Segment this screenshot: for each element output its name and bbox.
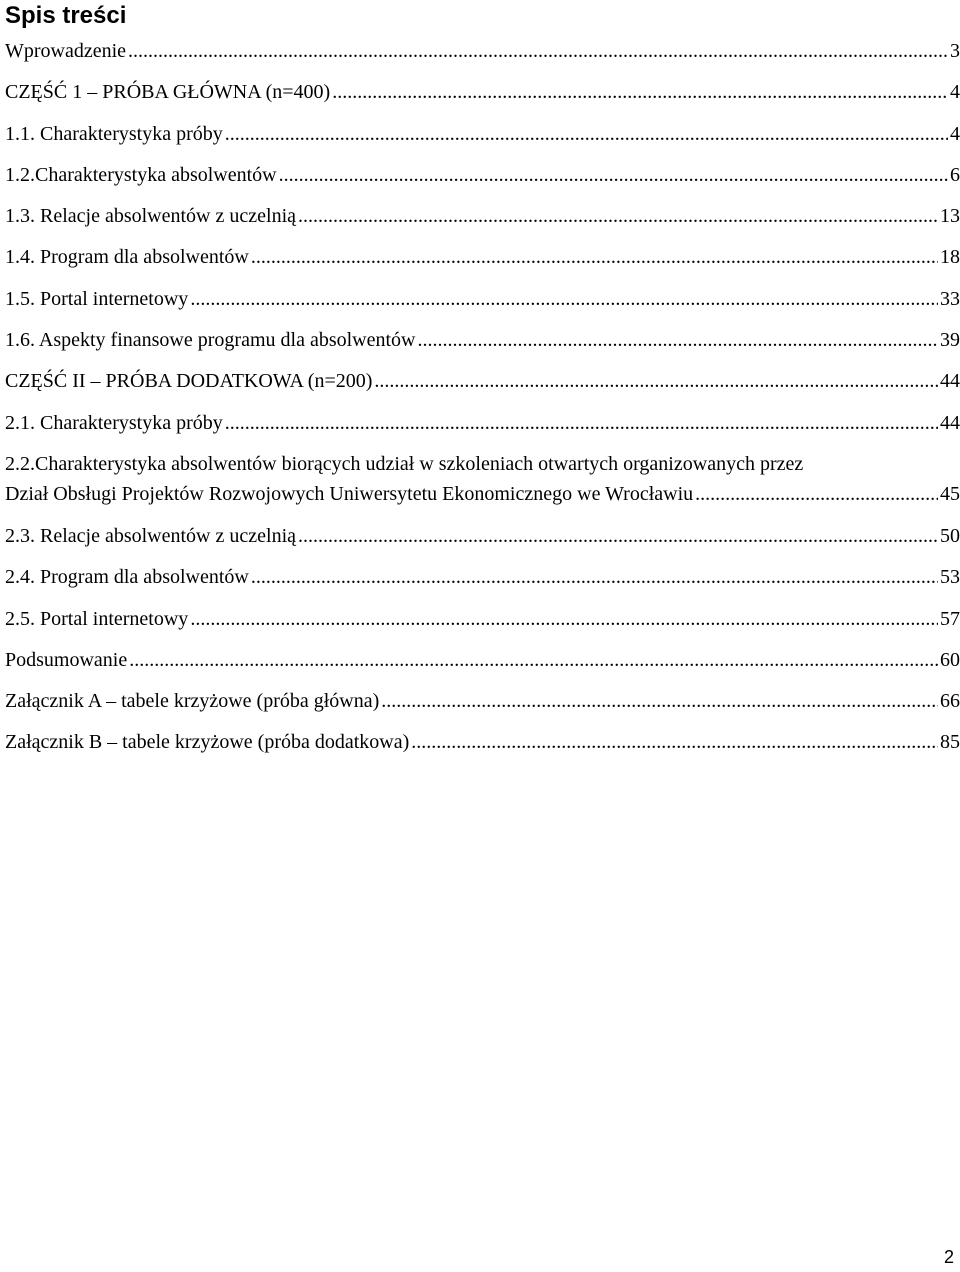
toc-entry[interactable] xyxy=(5,362,960,403)
toc-leader-dots xyxy=(225,408,938,438)
toc-leader-dots xyxy=(417,325,938,355)
toc-entry-label: 1.4. Program dla absolwentów xyxy=(5,246,249,269)
toc-entry[interactable] xyxy=(5,558,960,599)
toc-entry-page: 44 xyxy=(940,411,960,434)
toc-entry-page: 53 xyxy=(940,566,960,589)
toc-entry-page: 3 xyxy=(950,40,960,62)
toc-entry-label: 2.1. Charakterystyka próby xyxy=(5,411,223,434)
toc-leader-dots xyxy=(381,686,938,716)
toc-entry-page: 39 xyxy=(940,329,960,352)
toc-leader-dots xyxy=(279,160,948,190)
toc-leader-dots xyxy=(411,727,938,757)
toc-entry[interactable] xyxy=(5,115,960,156)
toc-entry[interactable] xyxy=(5,641,960,682)
toc-entry-line2 xyxy=(5,479,960,509)
toc-leader-dots xyxy=(695,479,938,509)
toc-entry-page: 44 xyxy=(940,370,960,393)
toc-entry[interactable] xyxy=(5,32,960,73)
toc-leader-dots xyxy=(190,284,938,314)
toc-leader-dots xyxy=(190,604,938,634)
toc-entry-page: 4 xyxy=(950,122,960,145)
toc-leader-dots xyxy=(298,521,938,551)
toc-entry[interactable] xyxy=(5,404,960,445)
toc-entry-page: 33 xyxy=(940,287,960,310)
toc-entry-label: Załącznik B – tabele krzyżowe (próba dodatkowa) xyxy=(5,731,410,754)
toc-entry[interactable] xyxy=(5,682,960,723)
toc-leader-dots xyxy=(298,201,938,231)
toc-entry-label-line2: Dział Obsługi Projektów Rozwojowych Uniwersytetu Ekonomicznego we Wrocławiu xyxy=(5,482,694,505)
toc-entry-page: 85 xyxy=(940,731,960,754)
toc-entry[interactable] xyxy=(5,445,960,517)
toc-entry-label: CZĘŚĆ II – PRÓBA DODATKOWA (n=200) xyxy=(5,370,373,393)
document-page xyxy=(5,0,960,1272)
toc-entry-label: 1.1. Charakterystyka próby xyxy=(5,122,223,145)
page-number: 2 xyxy=(943,1247,954,1267)
toc-entry-label: 1.6. Aspekty finansowe programu dla absolwentów xyxy=(5,329,416,352)
toc-title: Spis treści xyxy=(5,2,127,29)
toc-leader-dots xyxy=(225,119,948,149)
toc-entry-page: 45 xyxy=(940,482,960,505)
toc-entry-page: 18 xyxy=(940,246,960,269)
toc-entry[interactable] xyxy=(5,600,960,641)
toc-entry-page: 4 xyxy=(950,81,960,104)
toc-entry[interactable] xyxy=(5,156,960,197)
toc-entry-page: 13 xyxy=(940,205,960,228)
toc-entry-label: Załącznik A – tabele krzyżowe (próba główna) xyxy=(5,690,380,713)
toc-leader-dots xyxy=(332,77,948,107)
toc-entry[interactable] xyxy=(5,280,960,321)
toc-entry-page: 66 xyxy=(940,690,960,713)
toc-list xyxy=(5,32,960,765)
toc-entry[interactable] xyxy=(5,517,960,558)
toc-leader-dots xyxy=(251,562,938,592)
toc-entry-label: 2.4. Program dla absolwentów xyxy=(5,566,249,589)
toc-leader-dots xyxy=(128,36,948,66)
toc-entry-page: 6 xyxy=(950,163,960,186)
toc-entry[interactable] xyxy=(5,197,960,238)
toc-entry-label: 2.5. Portal internetowy xyxy=(5,607,189,630)
toc-entry-label: 1.2.Charakterystyka absolwentów xyxy=(5,163,277,186)
toc-leader-dots xyxy=(129,645,938,675)
toc-entry-page: 50 xyxy=(940,524,960,547)
toc-entry-page: 57 xyxy=(940,607,960,630)
toc-entry-label: 1.3. Relacje absolwentów z uczelnią xyxy=(5,205,296,228)
toc-entry-page: 60 xyxy=(940,648,960,671)
toc-leader-dots xyxy=(374,366,938,396)
toc-entry[interactable] xyxy=(5,238,960,279)
toc-leader-dots xyxy=(251,242,938,272)
toc-entry[interactable] xyxy=(5,321,960,362)
toc-entry-label: 1.5. Portal internetowy xyxy=(5,287,189,310)
toc-entry[interactable] xyxy=(5,723,960,764)
toc-entry-label: Podsumowanie xyxy=(5,648,128,671)
toc-entry-label: Wprowadzenie xyxy=(5,40,127,62)
toc-entry-label: 2.3. Relacje absolwentów z uczelnią xyxy=(5,524,296,547)
toc-entry[interactable] xyxy=(5,73,960,114)
toc-entry-label-line1: 2.2.Charakterystyka absolwentów biorących udział w szkoleniach otwartych organizowanych przez xyxy=(5,452,804,475)
toc-entry-label: CZĘŚĆ 1 – PRÓBA GŁÓWNA (n=400) xyxy=(5,81,331,104)
